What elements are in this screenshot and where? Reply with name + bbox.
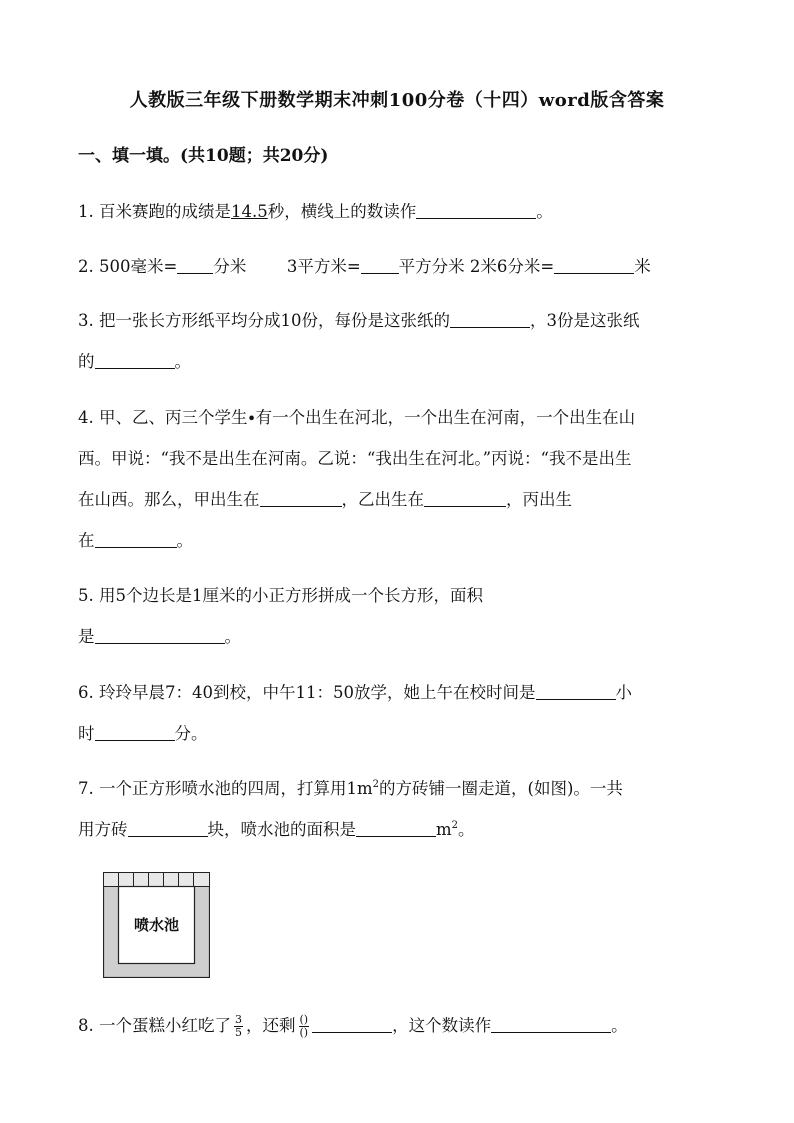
answer-blank[interactable] (128, 820, 208, 838)
question-text: 。 (176, 531, 193, 550)
question-text: 的 (78, 352, 95, 371)
question-text: 用方砖 (78, 820, 128, 839)
question-text: 甲、乙、丙三个学生∙有一个出生在河北，一个出生在河南，一个出生在山 (99, 408, 636, 427)
question-text: ，这个数读作 (392, 1016, 492, 1035)
question-7-line-1 (78, 775, 623, 799)
question-6-line-2 (78, 720, 208, 744)
question-3-line-1 (78, 307, 640, 331)
question-text: 百米赛跑的成绩是 (99, 202, 231, 221)
question-8 (78, 1012, 628, 1039)
fraction-numerator: 3 (235, 1013, 242, 1026)
question-text: m (436, 820, 452, 839)
question-text: 的方砖铺一圈走道，(如图)。一共 (379, 779, 623, 798)
question-6-line-1 (78, 679, 632, 703)
superscript: 2 (372, 779, 380, 790)
answer-blank[interactable] (356, 820, 436, 838)
answer-blank[interactable] (361, 257, 399, 275)
fraction-denominator: 5 (235, 1026, 242, 1039)
question-number: 6. (78, 683, 94, 702)
question-4-line-1 (78, 404, 635, 428)
question-text: 在山西。那么，甲出生在 (78, 490, 260, 509)
pool-label: 喷水池 (133, 916, 180, 934)
question-text: 。 (224, 627, 241, 646)
question-text: 西。甲说：“我不是出生在河南。乙说：“我出生在河北。”丙说：“我不是出生 (78, 449, 632, 468)
question-text: 在 (78, 531, 95, 550)
question-text: 分。 (174, 724, 208, 743)
question-text: 平方分米 2米6分米= (398, 257, 555, 276)
question-text: 3平方米= (286, 257, 361, 276)
section-heading: 一、填一填。(共10题；共20分) (78, 146, 329, 166)
question-text: 。 (174, 352, 191, 371)
question-5-line-1 (78, 582, 483, 606)
answer-blank[interactable] (95, 531, 177, 549)
answer-blank[interactable] (450, 311, 530, 329)
answer-blank[interactable] (416, 202, 536, 220)
question-number: 8. (78, 1016, 94, 1035)
question-text: 用5个边长是1厘米的小正方形拼成一个长方形，面积 (99, 586, 483, 605)
question-4-line-4 (78, 527, 193, 551)
fraction-blank[interactable] (299, 1014, 310, 1039)
question-4-line-3 (78, 486, 572, 510)
question-4-line-2 (78, 445, 632, 469)
answer-blank[interactable] (177, 257, 213, 275)
question-text: 500毫米= (99, 257, 178, 276)
fraction-denominator: () (299, 1026, 309, 1039)
question-7-line-2 (78, 816, 475, 840)
question-number: 5. (78, 586, 94, 605)
question-text: 。 (458, 820, 475, 839)
question-text: ，还剩 (246, 1016, 296, 1035)
question-text: 秒，横线上的数读作 (267, 202, 417, 221)
question-text: 小 (615, 683, 632, 702)
question-2 (78, 253, 651, 277)
question-text: ，3份是这张纸 (530, 311, 640, 330)
underlined-value: 14.5 (231, 202, 268, 221)
pool-diagram (103, 872, 210, 978)
question-text: 一个正方形喷水池的四周，打算用1m (99, 779, 373, 798)
answer-blank[interactable] (554, 257, 634, 275)
question-text: 玲玲早晨7：40到校，中午11：50放学，她上午在校时间是 (99, 683, 536, 702)
question-1 (78, 198, 553, 222)
question-text: 米 (634, 257, 651, 276)
answer-blank[interactable] (424, 490, 506, 508)
question-text: 一个蛋糕小红吃了 (99, 1016, 231, 1035)
answer-blank[interactable] (95, 724, 175, 742)
question-text: 时 (78, 724, 95, 743)
page-title: 人教版三年级下册数学期末冲刺100分卷（十四）word版含答案 (129, 90, 665, 111)
top-tile-row (104, 873, 210, 887)
answer-blank[interactable] (260, 490, 342, 508)
question-number: 7. (78, 779, 94, 798)
fraction-three-fifths (234, 1014, 243, 1039)
question-text: 块，喷水池的面积是 (207, 820, 356, 839)
question-3-line-2 (78, 348, 191, 372)
question-number: 3. (78, 311, 94, 330)
question-text: 。 (536, 202, 553, 221)
question-number: 1. (78, 202, 94, 221)
question-text: ，乙出生在 (341, 490, 424, 509)
superscript: 2 (451, 820, 459, 831)
answer-blank[interactable] (312, 1016, 392, 1034)
question-text: ，丙出生 (506, 490, 572, 509)
answer-blank[interactable] (95, 352, 175, 370)
answer-blank[interactable] (491, 1016, 611, 1034)
question-number: 4. (78, 408, 94, 427)
question-text: 。 (611, 1016, 628, 1035)
fraction-numerator: () (299, 1013, 309, 1026)
question-text: 分米 (213, 257, 247, 276)
answer-blank[interactable] (536, 683, 616, 701)
question-text: 把一张长方形纸平均分成10份，每份是这张纸的 (99, 311, 450, 330)
answer-blank[interactable] (95, 627, 225, 645)
question-number: 2. (78, 257, 94, 276)
question-text: 是 (78, 627, 95, 646)
question-5-line-2 (78, 623, 241, 647)
